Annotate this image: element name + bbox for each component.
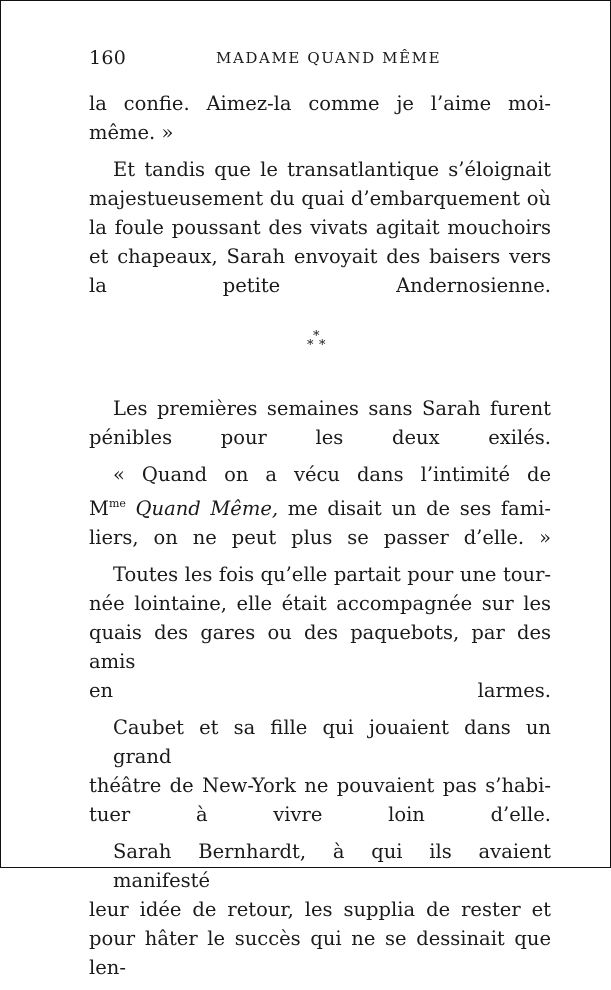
text-line: même. »: [89, 121, 174, 144]
page-body: [89, 89, 551, 990]
text-line: tuer à vivre loin d’elle.: [89, 803, 551, 826]
text-line: et chapeaux, Sarah envoyait des baisers vers: [89, 245, 551, 268]
paragraph-7: [89, 837, 551, 982]
text-line: la foule poussant des vivats agitait mouchoirs: [89, 216, 551, 239]
section-separator: [89, 324, 551, 374]
text-line: Toutes les fois qu’elle partait pour une tour-: [113, 563, 551, 586]
text-line: théâtre de New-York ne pouvaient pas s’habi-: [89, 774, 551, 797]
text-line: née lointaine, elle était accompagnée sur les: [89, 592, 551, 615]
text-line: [89, 489, 551, 523]
text-fragment: me disait un de ses fami-: [287, 497, 552, 520]
page-header: [89, 47, 549, 73]
text-line: la petite Andernosienne.: [89, 274, 551, 297]
abbreviation: M: [89, 497, 109, 520]
paragraph-3: [89, 394, 551, 452]
paragraph-5: [89, 560, 551, 705]
asterism-star: *: [319, 338, 326, 353]
text-line: la confie. Aimez-la comme je l’aime moi-: [89, 92, 551, 115]
asterism-star: *: [307, 338, 314, 353]
text-line: leur idée de retour, les supplia de rester et: [89, 898, 551, 921]
text-line: quais des gares ou des paquebots, par des amis: [89, 621, 551, 673]
running-title: MADAME QUAND MÊME: [216, 49, 442, 67]
paragraph-2: [89, 155, 551, 300]
page-number: 160: [89, 47, 127, 69]
text-line: en larmes.: [89, 679, 551, 702]
paragraph-6: [89, 713, 551, 829]
text-line: majestueusement du quai d’embarquement où: [89, 187, 551, 210]
text-line: Et tandis que le transatlantique s’éloignait: [113, 158, 551, 181]
text-line: Les premières semaines sans Sarah furent: [113, 397, 551, 420]
text-line: « Quand on a vécu dans l’intimité de: [113, 463, 551, 486]
abbreviation-superscript: me: [108, 497, 126, 510]
text-line: Caubet et sa fille qui jouaient dans un grand: [113, 716, 551, 768]
italic-title: Quand Même,: [135, 497, 279, 520]
text-line: pour hâter le succès qui ne se dessinait que len-: [89, 927, 551, 979]
text-line: pénibles pour les deux exilés.: [89, 426, 551, 449]
asterism-star: *: [313, 329, 320, 344]
text-line: liers, on ne peut plus se passer d’elle. »: [89, 526, 551, 549]
paragraph-4: [89, 460, 551, 552]
text-line: Sarah Bernhardt, à qui ils avaient manifesté: [113, 840, 551, 892]
paragraph-1: [89, 89, 551, 147]
